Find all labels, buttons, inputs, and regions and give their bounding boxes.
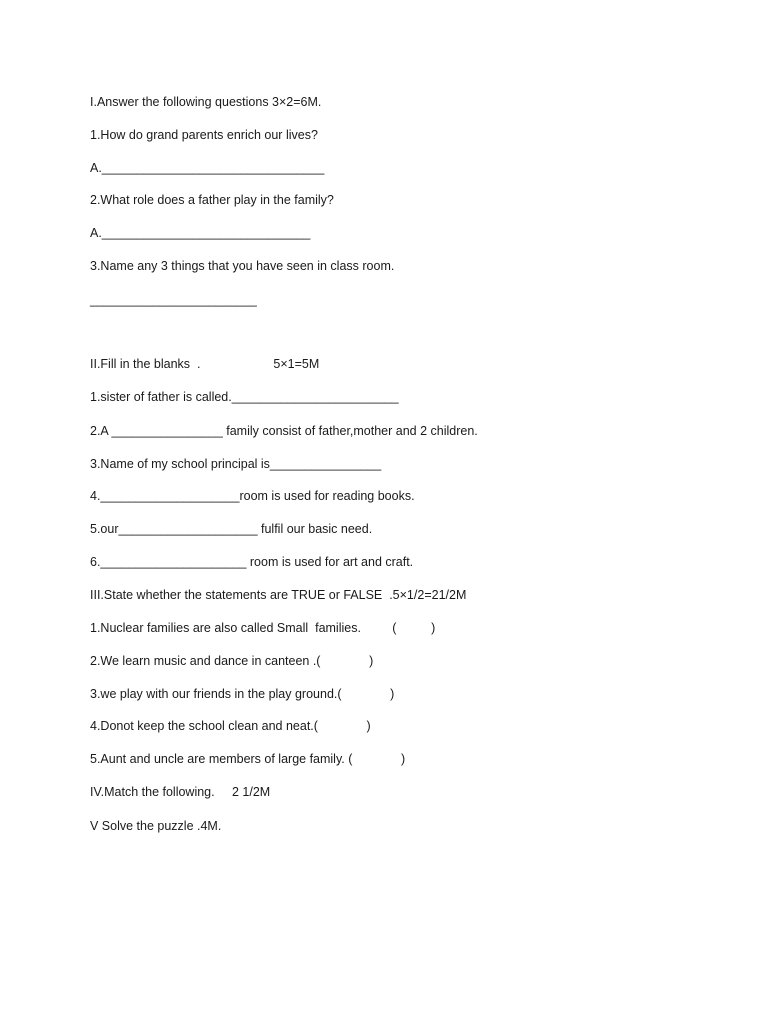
section-5-heading: V Solve the puzzle .4M. [90,819,222,833]
question-1-2: 2.What role does a father play in the family? [90,193,334,207]
question-1-3: 3.Name any 3 things that you have seen in class room. [90,259,395,273]
true-false-4: 4.Donot keep the school clean and neat.( ) [90,719,371,733]
true-false-2: 2.We learn music and dance in canteen .( ) [90,654,374,668]
fill-blank-3: 3.Name of my school principal is________________ [90,457,382,471]
section-3-heading: III.State whether the statements are TRUE or FALSE .5×1/2=21/2M [90,588,467,602]
section-1-heading: I.Answer the following questions 3×2=6M. [90,95,322,109]
true-false-5: 5.Aunt and uncle are members of large family. ( ) [90,752,406,766]
fill-blank-4: 4.____________________room is used for reading books. [90,489,415,503]
fill-blank-6: 6._____________________ room is used for art and craft. [90,555,414,569]
fill-blank-2: 2.A ________________ family consist of father,mother and 2 children. [90,424,478,438]
true-false-3: 3.we play with our friends in the play ground.( ) [90,687,395,701]
fill-blank-1: 1.sister of father is called.________________________ [90,390,399,404]
answer-line-1: A.________________________________ [90,161,325,175]
answer-line-3: ________________________ [90,293,257,307]
true-false-1: 1.Nuclear families are also called Small families. ( ) [90,621,436,635]
answer-line-2: A.______________________________ [90,226,311,240]
section-4-heading: IV.Match the following. 2 1/2M [90,785,271,799]
section-2-heading: II.Fill in the blanks . 5×1=5M [90,357,320,371]
question-1-1: 1.How do grand parents enrich our lives? [90,128,318,142]
fill-blank-5: 5.our____________________ fulfil our basic need. [90,522,373,536]
